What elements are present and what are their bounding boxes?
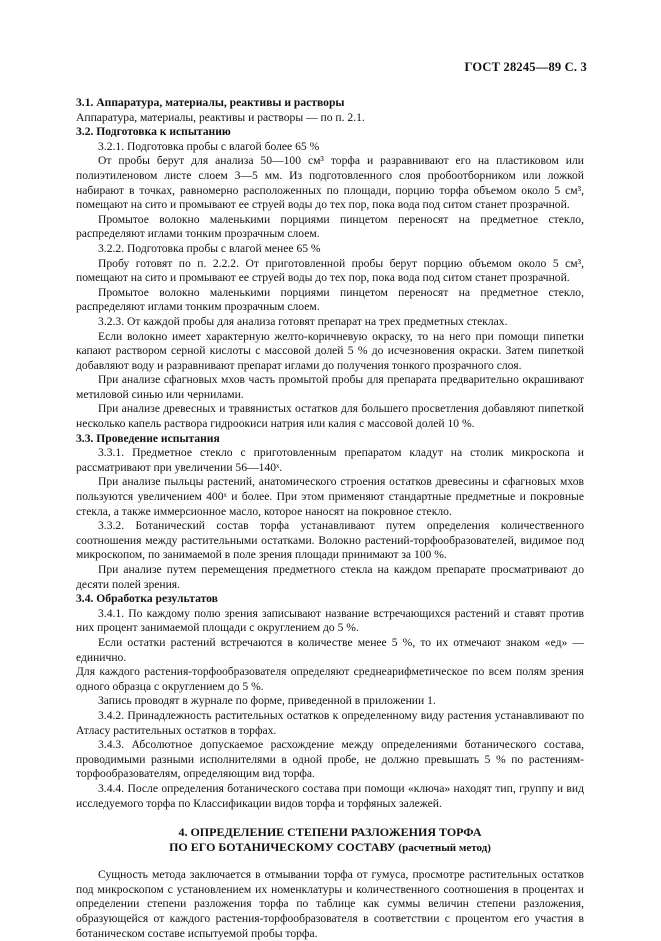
section-4-title-subtitle: (расчетный метод): [398, 841, 491, 854]
paragraph: При анализе пыльцы растений, анатомического строения остатков древесины и сфагновых мхов пользуются увеличением 400ˣ и более. При этом применяют стандартные предметные и покровные стекла, а также иммерсионное масло, которое наносят на покровное стекло.: [76, 475, 584, 518]
section-4-title-line1: 4. ОПРЕДЕЛЕНИЕ СТЕПЕНИ РАЗЛОЖЕНИЯ ТОРФА: [178, 825, 482, 840]
paragraph: 3.2.1. Подготовка пробы с влагой более 65 %: [98, 139, 320, 153]
section-heading-3-1: 3.1. Аппаратура, материалы, реактивы и растворы: [76, 96, 345, 109]
paragraph: Запись проводят в журнале по форме, приведенной в приложении 1.: [98, 694, 436, 708]
paragraph: 3.3.2. Ботанический состав торфа устанавливают путем определения количественного соотношения между растительными остатками. Волокно растений-торфообразователей, видимое под микроскопом, по занимаемой в поле зрения площади принимают за 100 %.: [76, 519, 584, 562]
paragraph: Пробу готовят по п. 2.2.2. От приготовленной пробы берут порцию объемом около 5 см³, помещают на сито и промывают ее струей воды до тех пор, пока вода под ситом станет прозрачной.: [76, 256, 584, 285]
paragraph: От пробы берут для анализа 50—100 см³ торфа и разравнивают его на пластиковом или полиэтиленовом листе слоем 3—5 мм. Из подготовленного слоя пробоотборником или ложкой набирают в точках, равномерно расположенных по площади, порцию торфа объемом около 5 см³, помещают на сито и промывают ее струей воды до тех пор, пока вода под ситом станет прозрачной.: [76, 154, 584, 212]
paragraph: Если волокно имеет характерную желто-коричневую окраску, то на него при помощи пипетки капают раствором серной кислоты с массовой долей 5 % до исчезновения окраски. Затем пипеткой добавляют воду и разравнивают препарат иглами до получения тонкого прозрачного слоя.: [76, 329, 584, 372]
paragraph: 3.4.3. Абсолютное допускаемое расхождение между определениями ботанического состава, проводимыми разными исполнителями в одной пробе, не должно превышать 5 % по растениям-торфообразователям, определяющим вид торфа.: [76, 738, 584, 781]
paragraph: 3.4.4. После определения ботанического состава при помощи «ключа» находят тип, группу и вид исследуемого торфа по Классификации видов торфа и торфяных залежей.: [76, 781, 584, 810]
paragraph: Для каждого растения-торфообразователя определяют среднеарифметическое по всем полям зрения одного образца с округлением до 5 %.: [76, 665, 584, 693]
paragraph: 3.2.2. Подготовка пробы с влагой менее 65 %: [98, 241, 321, 255]
section-heading-3-2: 3.2. Подготовка к испытанию: [76, 125, 231, 139]
paragraph: Если остатки растений встречаются в количестве менее 5 %, то их отмечают знаком «ед» — единично.: [76, 635, 584, 664]
section-4-title-line2: ПО ЕГО БОТАНИЧЕСКОМУ СОСТАВУ: [169, 839, 396, 854]
document-body: [76, 96, 584, 941]
page-header: ГОСТ 28245—89 С. 3: [464, 60, 587, 74]
paragraph: Сущность метода заключается в отмывании торфа от гумуса, просмотре растительных остатков под микроскопом с установлением их номенклатуры и количественного соотношения в процентах и определении степени разложения торфа по таблице как суммы величин степени разложения, образующейся от каждого растения-торфообразователя в соответствии с процентом его участия в ботаническом составе испытуемой пробы торфа.: [76, 868, 584, 940]
paragraph: Промытое волокно маленькими порциями пинцетом переносят на предметное стекло, распределяют иглами тонким прозрачным слоем.: [76, 212, 584, 241]
section-heading-3-4: 3.4. Обработка результатов: [76, 592, 218, 606]
paragraph: 3.3.1. Предметное стекло с приготовленным препаратом кладут на столик микроскопа и рассматривают при увеличении 56—140ˣ.: [76, 446, 584, 474]
section-4-title: [76, 825, 584, 855]
section-heading-3-3: 3.3. Проведение испытания: [76, 431, 220, 445]
paragraph: 3.4.1. По каждому полю зрения записывают название встречающихся растений и ставят против них процент занимаемой площади с округлением до 5 %.: [76, 606, 584, 635]
paragraph: При анализе древесных и травянистых остатков для большего просветления добавляют пипеткой несколько капель раствора гидроокиси натрия или калия с массовой долей 10 %.: [76, 402, 584, 431]
paragraph: При анализе путем перемещения предметного стекла на каждом препарате просматривают до десяти полей зрения.: [76, 563, 584, 591]
paragraph: При анализе сфагновых мхов часть промытой пробы для препарата предварительно окрашивают метиловой синью или чернилами.: [76, 373, 584, 401]
paragraph: 3.2.3. От каждой пробы для анализа готовят препарат на трех предметных стеклах.: [98, 314, 508, 328]
paragraph: Аппаратура, материалы, реактивы и растворы — по п. 2.1.: [76, 110, 365, 124]
paragraph: 3.4.2. Принадлежность растительных остатков к определенному виду растения устанавливают по Атласу растительных остатков в торфах.: [76, 708, 584, 737]
paragraph: Промытое волокно маленькими порциями пинцетом переносят на предметное стекло, распределяют иглами тонким прозрачным слоем.: [76, 285, 584, 314]
